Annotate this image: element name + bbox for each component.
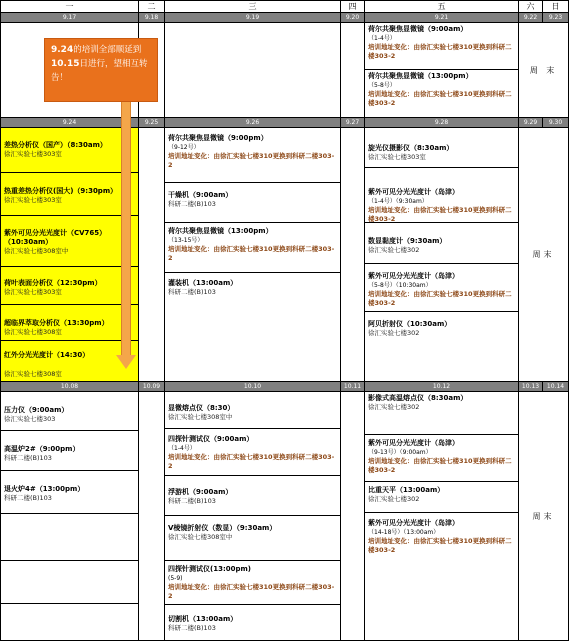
event-block (1, 173, 139, 216)
event-title: 阿贝折射仪（10:30am） (368, 320, 452, 328)
event-note: （1-4号） (168, 445, 196, 452)
event-title: 高温炉2#（9:00pm） (4, 445, 80, 453)
event-block (365, 70, 519, 118)
event-location: 科研二楼(B)103 (168, 497, 216, 505)
week3-thu-cell (341, 392, 365, 641)
event-location-change: 培训地址变化：由徐汇实验七楼310更换到科研二楼303-2 (168, 453, 335, 470)
date-cell: 9.21 (365, 13, 519, 23)
event-note: （9-12号） (168, 144, 200, 151)
event-title: 紫外可见分光光度计（CV765）（10:30am） (4, 229, 107, 246)
event-block (365, 482, 519, 513)
event-title: 紫外可见分光光度计（岛津） (368, 188, 459, 196)
header-fri: 五 (365, 1, 519, 13)
event-title: 四探针测试仪（9:00am） (168, 435, 254, 443)
event-block (165, 476, 341, 516)
date-cell: 10.14 (543, 382, 569, 392)
event-block (365, 264, 519, 312)
event-location: 科研二楼(B)103 (168, 288, 216, 296)
event-title: 荷尔共聚焦显微镜（9:00am） (368, 25, 468, 33)
weekend-label: 周末 (519, 392, 569, 641)
event-title: V棱镜折射仪（数显）（9:30am） (168, 524, 277, 532)
event-block (165, 429, 341, 476)
event-title: 显微熔点仪（8:30） (168, 404, 235, 412)
postpone-arrow-head (116, 355, 136, 369)
event-location-change: 培训地址变化：由徐汇实验七楼310更换到科研二楼303-2 (168, 152, 335, 169)
week1-thu-cell (341, 23, 365, 118)
event-location-change: 培训地址变化：由徐汇实验七楼310更换到科研二楼303-2 (368, 457, 512, 474)
event-location-change: 培训地址变化：由徐汇实验七楼310更换到科研二楼303-2 (368, 43, 512, 60)
event-location-change: 培训地址变化：由徐汇实验七楼310更换到科研二楼303-2 (368, 290, 512, 307)
header-thu: 四 (341, 1, 365, 13)
event-title: 旋光仪摄影仪（8:30am） (368, 144, 454, 152)
event-title: 比重天平（13:00am） (368, 486, 445, 494)
date-cell: 9.29 (519, 118, 543, 128)
event-block (165, 605, 341, 641)
empty-cell (1, 514, 139, 561)
event-block (165, 392, 341, 429)
event-location: 徐汇实验七楼303室 (4, 288, 62, 296)
week2-thu-cell (341, 128, 365, 382)
event-title: 数显黏度计（9:30am） (368, 237, 447, 245)
event-location-change: 培训地址变化：由徐汇实验七楼310更换到科研二楼303-2 (368, 537, 512, 554)
event-title: 灌装机（13:00am） (168, 279, 238, 287)
event-title: 超临界萃取分析仪（13:30pm） (4, 319, 109, 327)
event-block (365, 168, 519, 223)
postponement-notice (44, 38, 158, 102)
event-title: 差热分析仪（国产）（8:30am） (4, 141, 107, 149)
header-wed: 三 (165, 1, 341, 13)
event-block (165, 273, 341, 382)
notice-text-end: 日进行，望相互转告！ (51, 59, 148, 83)
date-cell: 10.10 (165, 382, 341, 392)
header-sat: 六 (519, 1, 543, 13)
empty-cell (1, 561, 139, 604)
event-location: 徐汇实验七楼308室 (4, 328, 62, 336)
date-cell: 9.17 (1, 13, 139, 23)
weekend-label: 周 末 (519, 23, 569, 118)
date-cell: 10.09 (139, 382, 165, 392)
week2-tue-cell (139, 128, 165, 382)
event-block (165, 223, 341, 273)
event-note: （5-8号） (368, 82, 396, 89)
event-location: 徐汇实验七楼302 (368, 495, 420, 503)
date-cell: 9.22 (519, 13, 543, 23)
event-block (1, 128, 139, 173)
notice-date-from: 9.24 (51, 45, 74, 55)
event-title: 荷叶表面分析仪（12:30pm） (4, 279, 102, 287)
event-title: 切割机（13:00am） (168, 615, 238, 623)
postpone-arrow (121, 100, 131, 356)
event-title: 荷尔共聚焦显微镜（13:00pm） (168, 227, 273, 235)
header-sun: 日 (543, 1, 569, 13)
event-location-change: 培训地址变化：由徐汇实验七楼310更换到科研二楼303-2 (368, 206, 512, 223)
date-cell: 9.28 (365, 118, 519, 128)
event-location: 徐汇实验七楼303室 (4, 196, 62, 204)
week3-tue-cell (139, 392, 165, 641)
event-title: 紫外可见分光光度计（岛津） (368, 519, 459, 527)
event-block (365, 128, 519, 168)
date-cell: 10.12 (365, 382, 519, 392)
event-note: （1-4号） (368, 35, 396, 42)
event-title: 干燥机（9:00am） (168, 191, 233, 199)
header-tue: 二 (139, 1, 165, 13)
event-location-change: 培训地址变化：由徐汇实验七楼310更换到科研二楼303-2 (168, 583, 335, 600)
event-block (165, 516, 341, 561)
event-location: 徐汇实验七楼308室中 (4, 247, 69, 255)
event-note: (5-9) (168, 575, 183, 582)
event-block (365, 435, 519, 482)
event-block (365, 513, 519, 641)
week1-wed-cell (165, 23, 341, 118)
event-location-change: 培训地址变化：由徐汇实验七楼310更换到科研二楼303-2 (168, 245, 335, 262)
event-note: （13-15号） (168, 237, 204, 244)
date-cell: 9.26 (165, 118, 341, 128)
date-cell: 9.30 (543, 118, 569, 128)
event-location: 徐汇实验七楼303室 (4, 150, 62, 158)
event-block (1, 216, 139, 267)
event-title: 红外分光光度计（14:30） (4, 351, 90, 359)
date-cell: 9.19 (165, 13, 341, 23)
event-block (1, 471, 139, 514)
event-block (165, 561, 341, 605)
event-title: 荷尔共聚焦显微镜（9:00pm） (168, 134, 268, 142)
event-note: （1-4号）（9:30am） (368, 198, 428, 205)
date-cell: 10.13 (519, 382, 543, 392)
notice-text: 的培训全部顺延到 (73, 45, 142, 55)
event-block (1, 392, 139, 431)
event-title: 压力仪（9:00am） (4, 406, 69, 414)
event-location: 科研二楼(B)103 (4, 454, 52, 462)
event-title: 浮游机（9:00am） (168, 488, 233, 496)
header-mon: 一 (1, 1, 139, 13)
event-block (365, 23, 519, 70)
event-block (165, 128, 341, 183)
event-block (1, 305, 139, 341)
notice-date-to: 10.15 (51, 59, 80, 69)
event-note: （9-13号）（9:00am） (368, 449, 432, 456)
event-location: 科研二楼(B)103 (168, 624, 216, 632)
event-title: 影像式高温熔点仪（8:30am） (368, 394, 468, 402)
event-location: 徐汇实验七楼303室 (368, 153, 426, 161)
event-location: 徐汇实验七楼308室中 (168, 413, 233, 421)
event-title: 退火炉4#（13:00pm） (4, 485, 85, 493)
weekend-label: 周末 (519, 128, 569, 382)
date-cell: 10.08 (1, 382, 139, 392)
event-block (1, 431, 139, 471)
event-block (165, 183, 341, 223)
date-cell: 9.23 (543, 13, 569, 23)
event-location: 徐汇实验七楼302 (368, 329, 420, 337)
event-location: 科研二楼(B)103 (4, 494, 52, 502)
event-location: 徐汇实验七楼302 (368, 246, 420, 254)
event-title: 紫外可见分光光度计（岛津） (368, 272, 459, 280)
event-block (365, 392, 519, 435)
event-note: （5-8号）（10:30am） (368, 282, 432, 289)
event-location: 徐汇实验七楼308室 (4, 370, 62, 378)
event-block (365, 312, 519, 382)
event-title: 热重差热分析仪(国大)（9:30pm） (4, 187, 118, 195)
event-title: 四探针测试仪(13:00pm) (168, 565, 251, 573)
event-block (1, 267, 139, 305)
empty-cell (1, 604, 139, 641)
event-location: 科研二楼(B)103 (168, 200, 216, 208)
date-cell: 9.18 (139, 13, 165, 23)
date-cell: 9.25 (139, 118, 165, 128)
event-note: （14-18号）（13:00am） (368, 529, 440, 536)
date-cell: 9.27 (341, 118, 365, 128)
date-cell: 10.11 (341, 382, 365, 392)
date-cell: 9.20 (341, 13, 365, 23)
event-title: 荷尔共聚焦显微镜（13:00pm） (368, 72, 473, 80)
event-location: 徐汇实验七楼303 (4, 415, 56, 423)
event-location-change: 培训地址变化：由徐汇实验七楼310更换到科研二楼303-2 (368, 90, 512, 107)
event-title: 紫外可见分光光度计（岛津） (368, 439, 459, 447)
date-cell: 9.24 (1, 118, 139, 128)
event-location: 徐汇实验七楼308室中 (168, 533, 233, 541)
event-location: 徐汇实验七楼302 (368, 403, 420, 411)
event-block (365, 223, 519, 264)
